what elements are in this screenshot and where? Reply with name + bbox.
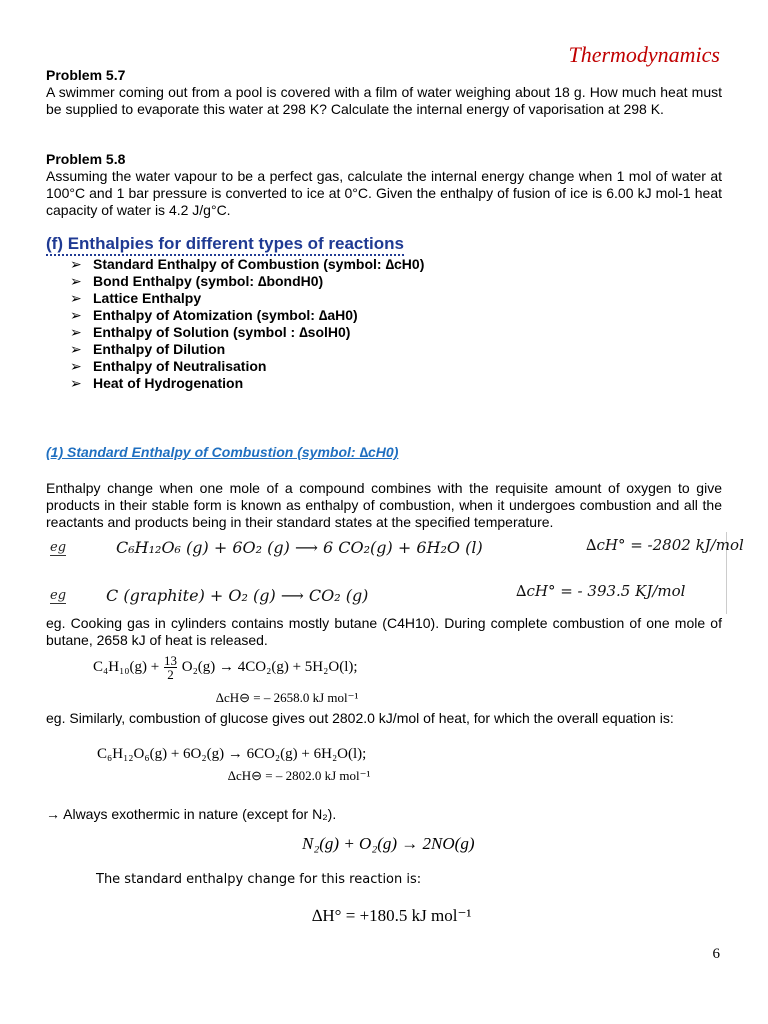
problem-5-7-title: Problem 5.7 — [46, 67, 126, 83]
list-item-text: Standard Enthalpy of Combustion (symbol: ∆cH0) — [93, 256, 425, 272]
problem-5-8-text: Assuming the water vapour to be a perfect gas, calculate the internal energy change when 1 mol of water at 100°C and 1 bar pressure is converted to ice at 0°C. Given the enthalpy of fusion of ice is 6.00 kJ mol-1 heat capacity of water is 4.2 J/g°C. — [46, 168, 722, 218]
subsection-heading-combustion: (1) Standard Enthalpy of Combustion (symbol: ∆cH0) — [46, 444, 399, 460]
fraction-denominator: 2 — [167, 667, 174, 682]
problem-5-8-title: Problem 5.8 — [46, 151, 126, 167]
list-item-text: Heat of Hydrogenation — [93, 375, 244, 391]
handwritten-equation-graphite: C (graphite) + O₂ (g) ⟶ CO₂ (g) — [106, 586, 369, 605]
fraction-numerator: 13 — [163, 653, 177, 668]
fraction — [164, 654, 177, 681]
list-item-text: Lattice Enthalpy — [93, 290, 202, 306]
list-item — [70, 256, 424, 273]
arrow-bullet-icon: ➢ — [70, 307, 82, 323]
butane-example-text: eg. Cooking gas in cylinders contains mostly butane (C4H10). During complete combustion of one mole of butane, 2658 kJ of heat is released. — [46, 615, 722, 648]
list-item-text: Enthalpy of Atomization (symbol: ∆aH0) — [93, 307, 358, 323]
glucose-dh: ∆cH⊖ = – 2802.0 kJ mol⁻¹ — [228, 768, 371, 783]
list-item — [70, 290, 424, 307]
arrow-bullet-icon: ➢ — [70, 358, 82, 374]
handwritten-dh-graphite: ∆cH° = - 393.5 KJ/mol — [516, 582, 686, 600]
arrow-bullet-icon: ➢ — [70, 324, 82, 340]
arrow-bullet-icon: ➢ — [70, 290, 82, 306]
n2-equation: N₂(g) + O₂(g) → 2NO(g) — [302, 834, 475, 853]
list-item-text: Enthalpy of Dilution — [93, 341, 226, 357]
enthalpy-types-list — [70, 256, 424, 392]
list-item — [70, 358, 424, 375]
butane-dh: ∆cH⊖ = – 2658.0 kJ mol⁻¹ — [216, 690, 359, 705]
handwritten-dh-glucose: ∆cH° = -2802 kJ/mol — [586, 536, 744, 554]
handwritten-eg-mark: eg — [50, 588, 67, 603]
arrow-bullet-icon: ➢ — [70, 375, 82, 391]
list-item-text: Enthalpy of Solution (symbol : ∆solH0) — [93, 324, 351, 340]
list-item — [70, 375, 424, 392]
arrow-bullet-icon: ➢ — [70, 341, 82, 357]
butane-rhs: O₂(g) → 4CO₂(g) + 5H₂O(l); — [181, 658, 358, 675]
running-header: Thermodynamics — [568, 42, 720, 67]
glucose-equation: C₆H₁₂O₆(g) + 6O₂(g) → 6CO₂(g) + 6H₂O(l); — [97, 746, 367, 762]
list-item-text: Bond Enthalpy (symbol: ∆bondH0) — [93, 273, 324, 289]
combustion-definition: Enthalpy change when one mole of a compound combines with the requisite amount of oxygen to give products in their stable form is known as enthalpy of combustion, when it undergoes combustion and all the reactants and products being in their standard states at the specified temperature. — [46, 480, 722, 530]
list-item — [70, 341, 424, 358]
handwritten-equation-glucose: C₆H₁₂O₆ (g) + 6O₂ (g) ⟶ 6 CO₂(g) + 6H₂O (l) — [116, 538, 483, 557]
butane-equation — [93, 654, 358, 681]
list-item-text: Enthalpy of Neutralisation — [93, 358, 267, 374]
dh-value: ∆H° = +180.5 kJ mol⁻¹ — [312, 906, 472, 925]
glucose-example-text: eg. Similarly, combustion of glucose gives out 2802.0 kJ/mol of heat, for which the overall equation is: — [46, 710, 674, 726]
handwritten-eg-mark: eg — [50, 540, 67, 555]
page-number: 6 — [712, 946, 720, 962]
handwritten-examples — [46, 532, 744, 614]
butane-lhs: C₄H₁₀(g) + — [93, 658, 160, 675]
arrow-bullet-icon: ➢ — [70, 273, 82, 289]
section-heading-enthalpies: (f) Enthalpies for different types of reactions — [46, 234, 404, 256]
exothermic-note: → Always exothermic in nature (except for N₂). — [46, 806, 337, 822]
list-item — [70, 273, 424, 290]
standard-change-text: The standard enthalpy change for this reaction is: — [96, 872, 422, 887]
list-item — [70, 307, 424, 324]
arrow-bullet-icon: ➢ — [70, 256, 82, 272]
problem-5-7-text: A swimmer coming out from a pool is covered with a film of water weighing about 18 g. How much heat must be supplied to evaporate this water at 298 K? Calculate the internal energy of vaporisation at 298 K. — [46, 84, 722, 117]
list-item — [70, 324, 424, 341]
